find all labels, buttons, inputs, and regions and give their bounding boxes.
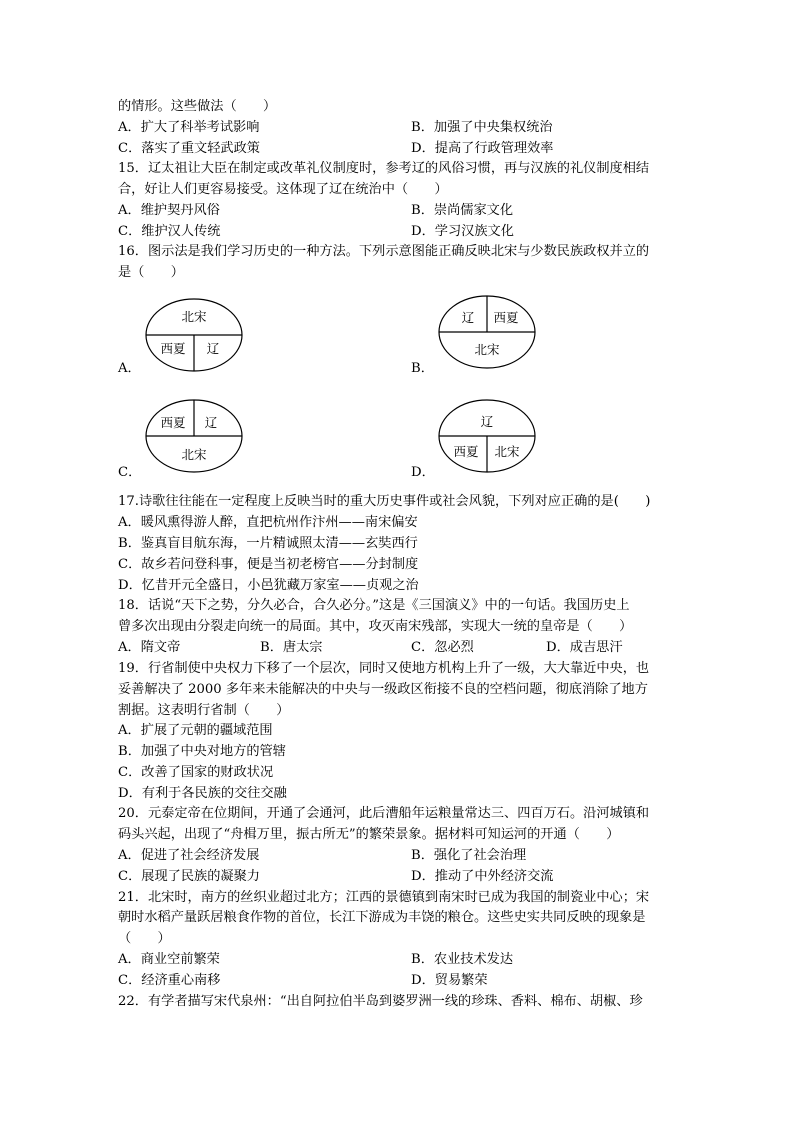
diagram-a (144, 297, 244, 373)
q21-stem-line1: 21．北宋时，南方的丝织业超过北方；江西的景德镇到南宋时已成为我国的制瓷业中心；宋 (118, 890, 650, 905)
diagram-d (437, 398, 537, 474)
q18-option-a: A．隋文帝 (118, 640, 181, 655)
diagram-c-top-right: 辽 (204, 415, 218, 430)
q19-option-a: A．扩展了元朝的疆域范围 (118, 723, 273, 738)
q19-stem-line3: 割据。这表明行省制（ ） (118, 703, 290, 718)
q16-stem-line1: 16．图示法是我们学习历史的一种方法。下列示意图能正确反映北宋与少数民族政权并立的 (118, 244, 650, 259)
diagram-b-bottom: 北宋 (474, 342, 500, 357)
q20-stem-line2: 码头兴起，出现了“舟楫万里，振古所无”的繁荣景象。据材料可知运河的开通（ ） (118, 827, 620, 842)
q21-stem-line2: 朝时水稻产量跃居粮食作物的首位，长江下游成为丰饶的粮仓。这些史实共同反映的现象是 (118, 910, 646, 925)
q19-stem-line1: 19．行省制使中央权力下移了一个层次，同时又使地方机构上升了一级，大大靠近中央，也 (118, 661, 650, 676)
diagram-b-label: B． (411, 361, 434, 376)
diagram-a-bottom-right: 辽 (206, 341, 220, 356)
q20-option-d: D．推动了中外经济交流 (411, 869, 554, 884)
q15-stem-line2: 合，好让人们更容易接受。这体现了辽在统治中（ ） (118, 182, 448, 197)
diagram-a-top: 北宋 (181, 309, 207, 324)
diagram-c-bottom: 北宋 (181, 447, 207, 462)
q19-option-c: C．改善了国家的财政状况 (118, 765, 274, 780)
q16-stem-line2: 是（ ） (118, 265, 184, 280)
q18-stem-line1: 18．话说“天下之势，分久必合，合久必分。”这是《三国演义》中的一句话。我国历史上 (118, 598, 630, 613)
q18-option-b: B．唐太宗 (260, 640, 323, 655)
q15-option-b: B．崇尚儒家文化 (411, 203, 514, 218)
q20-stem-line1: 20．元泰定帝在位期间，开通了会通河，此后漕船年运粮量常达三、四百万石。沿河城镇和 (118, 806, 650, 821)
diagram-b-top-right: 西夏 (493, 310, 519, 325)
q14-stem-tail: 的情形。这些做法（ ） (118, 99, 277, 114)
diagram-a-bottom-left: 西夏 (160, 341, 186, 356)
q14-option-a: A．扩大了科举考试影响 (118, 120, 260, 135)
diagram-d-bottom-right: 北宋 (494, 444, 520, 459)
q21-option-a: A．商业空前繁荣 (118, 952, 220, 967)
q21-option-b: B．农业技术发达 (411, 952, 514, 967)
q19-option-d: D．有利于各民族的交往交融 (118, 786, 287, 801)
diagram-d-top: 辽 (480, 414, 494, 429)
q17-option-b: B．鉴真盲目航东海，一片精诚照太清——玄奘西行 (118, 536, 418, 551)
q15-option-c: C．维护汉人传统 (118, 224, 221, 239)
q19-option-b: B．加强了中央对地方的管辖 (118, 744, 286, 759)
q15-stem-line1: 15．辽太祖让大臣在制定或改革礼仪制度时，参考辽的风俗习惯，再与汉族的礼仪制度相结 (118, 161, 650, 176)
diagram-d-label: D． (411, 465, 435, 480)
q20-option-c: C．展现了民族的凝聚力 (118, 869, 260, 884)
q21-option-d: D．贸易繁荣 (411, 973, 488, 988)
q20-option-a: A．促进了社会经济发展 (118, 848, 260, 863)
diagram-b (437, 294, 537, 370)
diagram-b-top-left: 辽 (461, 310, 475, 325)
q22-stem-line1: 22．有学者描写宋代泉州：“出自阿拉伯半岛到婆罗洲一线的珍珠、香料、棉布、胡椒、珍 (118, 994, 643, 1009)
q20-option-b: B．强化了社会治理 (411, 848, 527, 863)
diagram-c (144, 398, 244, 474)
q15-option-a: A．维护契丹风俗 (118, 203, 220, 218)
q17-option-c: C．故乡若问登科事，便是当初老榜官——分封制度 (118, 557, 419, 572)
q19-stem-line2: 妥善解决了 2000 多年来未能解决的中央与一级政区衔接不良的空档问题，彻底消除了地方 (118, 682, 648, 697)
diagram-c-label: C． (118, 465, 142, 480)
diagram-d-bottom-left: 西夏 (453, 444, 479, 459)
q18-option-d: D．成吉思汗 (546, 640, 623, 655)
diagram-c-top-left: 西夏 (160, 415, 186, 430)
q14-option-b: B．加强了中央集权统治 (411, 120, 553, 135)
diagram-a-label: A． (118, 361, 141, 376)
q14-option-d: D．提高了行政管理效率 (411, 141, 554, 156)
q17-option-d: D．忆昔开元全盛日，小邑犹藏万家室——贞观之治 (118, 578, 419, 593)
q17-option-a: A．暖风熏得游人醉，直把杭州作汴州——南宋偏安 (118, 515, 418, 530)
q15-option-d: D．学习汉族文化 (411, 224, 514, 239)
q14-option-c: C．落实了重文轻武政策 (118, 141, 260, 156)
q18-option-c: C．忽必烈 (411, 640, 474, 655)
q21-stem-line3: （ ） (118, 931, 171, 946)
q21-option-c: C．经济重心南移 (118, 973, 221, 988)
q17-stem: 17.诗歌往往能在一定程度上反映当时的重大历史事件或社会风貌，下列对应正确的是( ) (118, 494, 651, 509)
q18-stem-line2: 曾多次出现由分裂走向统一的局面。其中，攻灭南宋残部，实现大一统的皇帝是（ ） (118, 619, 633, 634)
